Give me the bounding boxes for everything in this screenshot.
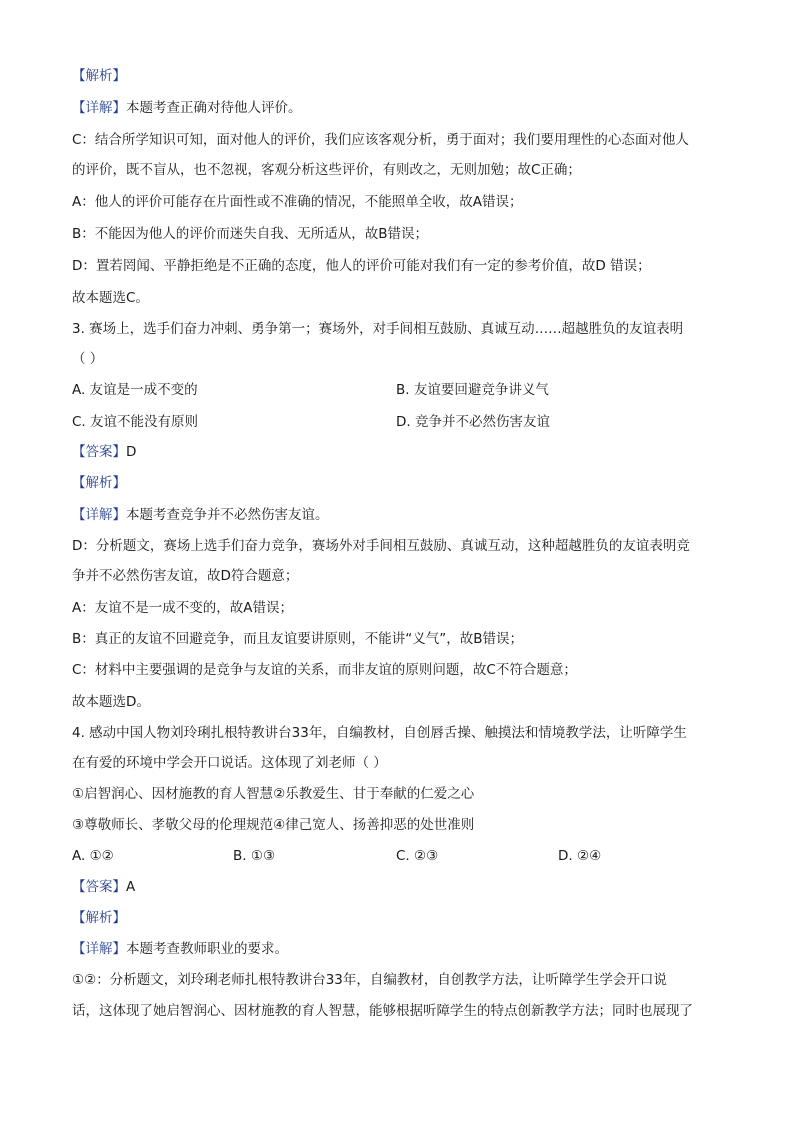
answer-line xyxy=(72,877,722,897)
option-b: B. ①③ xyxy=(233,848,276,864)
detail-text: 本题考查正确对待他人评价。 xyxy=(126,100,302,116)
question-stem: 在有爱的环境中学会开口说话。这体现了刘老师（ ） xyxy=(72,755,387,771)
detail-line xyxy=(72,505,722,525)
explanation-line: 话，这体现了她启智润心、因材施教的育人智慧，能够根据听障学生的特点创新教学方法；同时也展现了 xyxy=(72,1003,693,1019)
option-d: D. 竞争并不必然伤害友谊 xyxy=(396,414,550,430)
answer-tag: 【答案】 xyxy=(72,444,126,460)
question-stem: 3. 赛场上，选手们奋力冲刺、勇争第一；赛场外，对手间相互鼓励、真诚互动……超越胜负的友谊表明 xyxy=(72,321,684,337)
explanation-line: B：真正的友谊不回避竞争，而且友谊要讲原则，不能讲“义气”，故B错误； xyxy=(72,631,524,647)
question-stem: 4. 感动中国人物刘玲琍扎根特教讲台33年，自编教材，自创唇舌操、触摸法和情境教学法，让听障学生 xyxy=(72,725,687,741)
explanation-line: D：分析题文，赛场上选手们奋力竞争，赛场外对手间相互鼓励、真诚互动，这种超越胜负的友谊表明竞 xyxy=(72,538,690,554)
detail-line xyxy=(72,939,722,959)
answer-value: D xyxy=(126,444,137,460)
explanation-line: ①②：分析题文，刘玲琍老师扎根特教讲台33年，自编教材，自创教学方法，让听障学生学会开口说 xyxy=(72,972,667,988)
option-c: C. ②③ xyxy=(396,848,439,864)
option-d: D. ②④ xyxy=(558,848,602,864)
explanation-line: A：他人的评价可能存在片面性或不准确的情况，不能照单全收，故A错误； xyxy=(72,194,523,210)
explanation-line: D：置若罔闻、平静拒绝是不正确的态度，他人的评价可能对我们有一定的参考价值，故D 错误； xyxy=(72,258,651,274)
detail-line xyxy=(72,98,722,118)
explanation-line: A：友谊不是一成不变的，故A错误； xyxy=(72,600,293,616)
option-a: A. 友谊是一成不变的 xyxy=(72,382,198,398)
analysis-heading: 【解析】 xyxy=(72,475,126,491)
explanation-line: C：结合所学知识可知，面对他人的评价，我们应该客观分析，勇于面对；我们要用理性的心态面对他人 xyxy=(72,132,689,148)
statement-line: ③尊敬师长、孝敬父母的伦理规范④律己宽人、扬善抑恶的处世准则 xyxy=(72,817,475,833)
statement-line: ①启智润心、因材施教的育人智慧②乐教爱生、甘于奉献的仁爱之心 xyxy=(72,786,475,802)
detail-tag: 【详解】 xyxy=(72,941,126,957)
answer-value: A xyxy=(126,879,136,895)
analysis-heading: 【解析】 xyxy=(72,68,126,84)
detail-text: 本题考查教师职业的要求。 xyxy=(126,941,288,957)
question-blank: （ ） xyxy=(72,351,104,367)
detail-text: 本题考查竞争并不必然伤害友谊。 xyxy=(126,507,329,523)
detail-tag: 【详解】 xyxy=(72,507,126,523)
explanation-line: B：不能因为他人的评价而迷失自我、无所适从，故B错误； xyxy=(72,226,429,242)
detail-tag: 【详解】 xyxy=(72,100,126,116)
option-b: B. 友谊要回避竞争讲义气 xyxy=(396,382,549,398)
explanation-line: C：材料中主要强调的是竞争与友谊的关系，而非友谊的原则问题，故C不符合题意； xyxy=(72,662,577,678)
answer-line xyxy=(72,442,722,462)
explanation-line: 故本题选C。 xyxy=(72,290,149,306)
explanation-line: 争并不必然伤害友谊，故D符合题意； xyxy=(72,568,299,584)
answer-tag: 【答案】 xyxy=(72,879,126,895)
analysis-heading: 【解析】 xyxy=(72,910,126,926)
option-c: C. 友谊不能没有原则 xyxy=(72,414,199,430)
option-a: A. ①② xyxy=(72,848,114,864)
explanation-line: 故本题选D。 xyxy=(72,694,150,710)
explanation-line: 的评价，既不盲从，也不忽视，客观分析这些评价，有则改之，无则加勉；故C正确； xyxy=(72,162,581,178)
